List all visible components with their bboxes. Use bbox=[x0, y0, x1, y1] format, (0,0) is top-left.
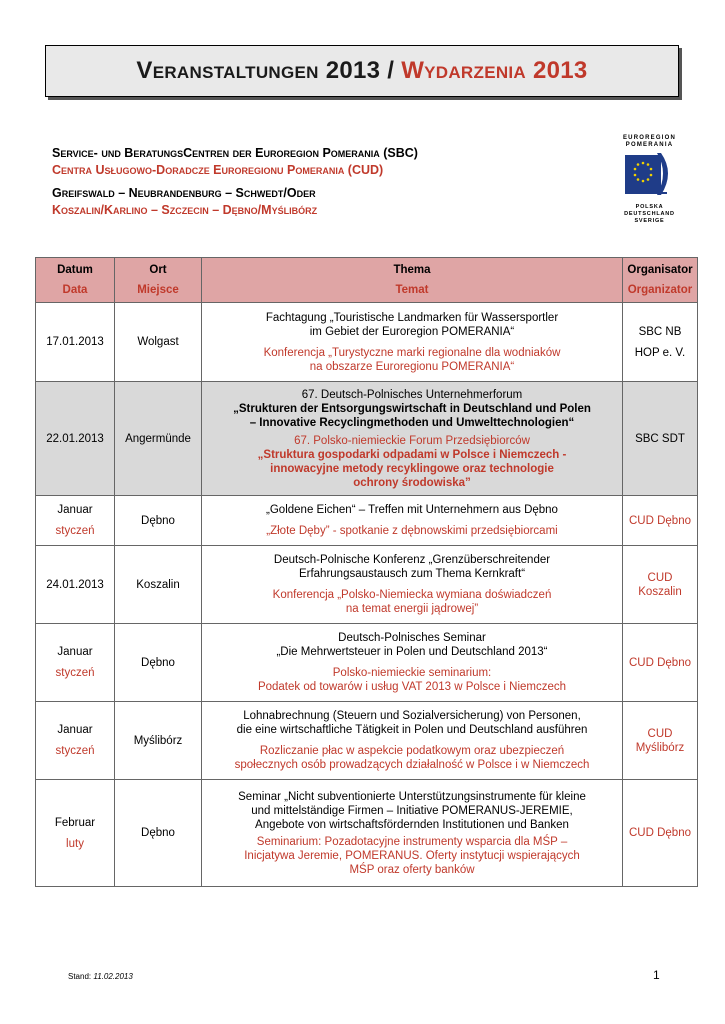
footer-stand-date: 11.02.2013 bbox=[93, 972, 133, 981]
col-header-date: Datum Data bbox=[36, 258, 115, 303]
table-row bbox=[36, 624, 698, 702]
header-line-sbc: Service- und BeratungsCentren der Euroregion Pomerania (SBC) bbox=[52, 146, 418, 160]
cell-date: 17.01.2013 bbox=[36, 303, 115, 382]
footer-stand-label: Stand: bbox=[68, 972, 92, 981]
table-header-row bbox=[36, 258, 698, 303]
page-number: 1 bbox=[653, 968, 660, 982]
table-row bbox=[36, 496, 698, 546]
cell-topic: Seminar „Nicht subventionierte Unterstützungsinstrumente für kleine und mittelständige Firmen – Initiative POMERANUS-JEREMIE, Angebote von wirtschaftsfördernden Institutionen und Banken Seminarium: Pozadotacyjne instrumenty wsparcia dla MŚP – Inicjatywa Jeremie, POMERANUS. Oferty instytucji wspierających MŚP oraz oferty banków bbox=[202, 780, 623, 887]
cell-organizer: CUD Dębno bbox=[623, 780, 698, 887]
cell-organizer: SBC SDT bbox=[623, 382, 698, 496]
title-separator: / bbox=[380, 57, 402, 84]
title-de: Veranstaltungen 2013 bbox=[136, 57, 381, 84]
cell-date: Januar styczeń bbox=[36, 624, 115, 702]
cell-date: 24.01.2013 bbox=[36, 546, 115, 624]
table-row bbox=[36, 303, 698, 382]
col-header-organizer: Organisator Organizator bbox=[623, 258, 698, 303]
col-header-place: Ort Miejsce bbox=[115, 258, 202, 303]
cell-date: Januar styczeń bbox=[36, 496, 115, 546]
logo-top-text: EUROREGION POMERANIA bbox=[622, 135, 676, 148]
table-row bbox=[36, 780, 698, 887]
cell-topic: Lohnabrechnung (Steuern und Sozialversicherung) von Personen, die eine wirtschaftliche Tätigkeit in Polen und Deutschland ausführen Rozliczanie płac w aspekcie podatkowym oraz ubezpieczeń społecznych osób prowadzących działalność w Polsce i w Niemczech bbox=[202, 702, 623, 780]
cell-topic: Deutsch-Polnische Konferenz „Grenzüberschreitender Erfahrungsaustausch zum Thema Kernkraft“ Konferencja „Polsko-Niemiecka wymiana doświadczeń na temat energii jądrowej” bbox=[202, 546, 623, 624]
cell-organizer: CUD Dębno bbox=[623, 496, 698, 546]
cell-place: Angermünde bbox=[115, 382, 202, 496]
cell-place: Koszalin bbox=[115, 546, 202, 624]
logo-emblem-icon bbox=[617, 149, 682, 199]
cell-topic: 67. Deutsch-Polnisches Unternehmerforum „Strukturen der Entsorgungswirtschaft in Deutschland und Polen – Innovative Recyclingmethoden und Umwelttechnologien“ 67. Polsko-niemieckie Forum Przedsiębiorców „Struktura gospodarki odpadami w Polsce i Niemczech - innowacyjne metody recyklingowe oraz technologie ochrony środowiska” bbox=[202, 382, 623, 496]
organization-header bbox=[52, 145, 592, 219]
cell-place: Dębno bbox=[115, 780, 202, 887]
cell-date: Februar luty bbox=[36, 780, 115, 887]
cell-place: Dębno bbox=[115, 496, 202, 546]
header-line-cities-de: Greifswald – Neubrandenburg – Schwedt/Oder bbox=[52, 186, 316, 200]
title-pl: Wydarzenia 2013 bbox=[401, 57, 588, 84]
cell-place: Dębno bbox=[115, 624, 202, 702]
cell-place: Wolgast bbox=[115, 303, 202, 382]
header-line-cud: Centra Usługowo-Doradcze Euroregionu Pomerania (CUD) bbox=[52, 163, 384, 177]
logo-bottom-text: POLSKA DEUTSCHLAND SVERIGE bbox=[624, 204, 675, 224]
cell-organizer: SBC NB HOP e. V. bbox=[623, 303, 698, 382]
events-table bbox=[35, 257, 698, 887]
cell-organizer: CUD Dębno bbox=[623, 624, 698, 702]
cell-date: 22.01.2013 bbox=[36, 382, 115, 496]
header-line-cities-pl: Koszalin/Karlino – Szczecin – Dębno/Myślibórz bbox=[52, 203, 318, 217]
cell-organizer: CUD Myślibórz bbox=[623, 702, 698, 780]
cell-date: Januar styczeń bbox=[36, 702, 115, 780]
table-row bbox=[36, 702, 698, 780]
cell-topic: „Goldene Eichen“ – Treffen mit Unternehmern aus Dębno „Złote Dęby” - spotkanie z dębnowskimi przedsiębiorcami bbox=[202, 496, 623, 546]
footer-stand bbox=[68, 972, 133, 981]
table-row bbox=[36, 382, 698, 496]
cell-topic: Deutsch-Polnisches Seminar „Die Mehrwertsteuer in Polen und Deutschland 2013“ Polsko-niemieckie seminarium: Podatek od towarów i usług VAT 2013 w Polsce i Niemczech bbox=[202, 624, 623, 702]
table-row bbox=[36, 546, 698, 624]
cell-place: Myślibórz bbox=[115, 702, 202, 780]
col-header-topic: Thema Temat bbox=[202, 258, 623, 303]
title-box bbox=[45, 45, 679, 97]
page-title bbox=[136, 57, 587, 85]
euroregion-pomerania-logo bbox=[617, 135, 682, 227]
cell-organizer: CUD Koszalin bbox=[623, 546, 698, 624]
cell-topic: Fachtagung „Touristische Landmarken für Wassersportler im Gebiet der Euroregion POMERANIA“ Konferencja „Turystyczne marki regionalne dla wodniaków na obszarze Euroregionu POMERANIA“ bbox=[202, 303, 623, 382]
